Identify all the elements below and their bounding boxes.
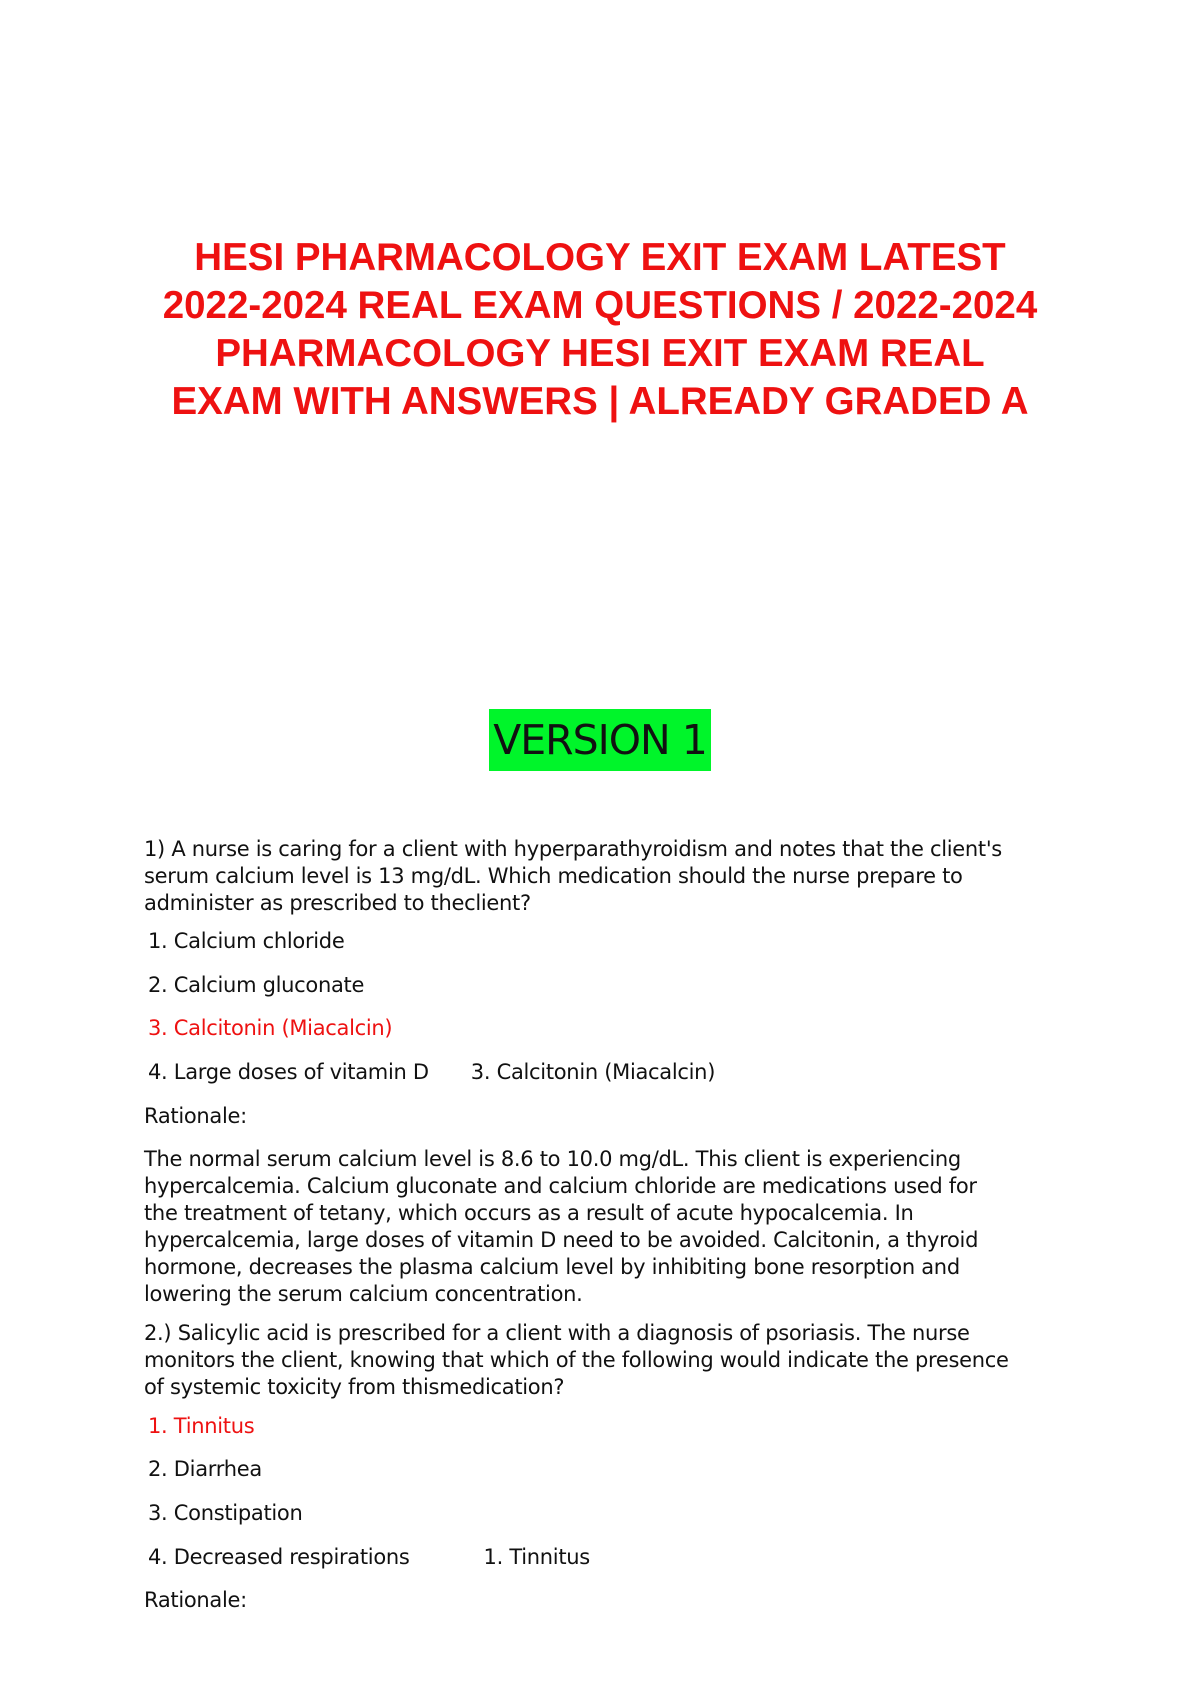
question-2-stem	[144, 1320, 1144, 1401]
rationale-line: hormone, decreases the plasma calcium level by inhibiting bone resorption and	[144, 1255, 960, 1279]
question-1-rationale	[144, 1146, 1144, 1308]
rationale-line: hypercalcemia, large doses of vitamin D need to be avoided. Calcitonin, a thyroid	[144, 1228, 979, 1252]
stem-line: 2.) Salicylic acid is prescribed for a client with a diagnosis of psoriasis. The nurse	[144, 1321, 970, 1345]
rationale-line: The normal serum calcium level is 8.6 to 10.0 mg/dL. This client is experiencing	[144, 1147, 961, 1171]
question-2-option-4: 4. Decreased respirations	[148, 1545, 410, 1569]
question-2-option-2: 2. Diarrhea	[148, 1457, 262, 1481]
title-line: EXAM WITH ANSWERS | ALREADY GRADED A	[171, 380, 1029, 423]
question-2-option-4-row	[144, 1544, 1148, 1571]
title-line: HESI PHARMACOLOGY EXIT EXAM LATEST	[194, 236, 1006, 279]
stem-line: monitors the client, knowing that which of the following would indicate the presence	[144, 1348, 1009, 1372]
question-1-option-2: 2. Calcium gluconate	[148, 973, 365, 997]
rationale-line: the treatment of tetany, which occurs as a result of acute hypocalcemia. In	[144, 1201, 914, 1225]
stem-line: serum calcium level is 13 mg/dL. Which medication should the nurse prepare to	[144, 864, 963, 888]
version-label: VERSION 1	[489, 709, 711, 771]
title-line: 2022-2024 REAL EXAM QUESTIONS / 2022-2024	[162, 284, 1038, 327]
question-1-rationale-label: Rationale:	[144, 1104, 247, 1128]
question-1-option-1: 1. Calcium chloride	[148, 929, 345, 953]
title-line: PHARMACOLOGY HESI EXIT EXAM REAL	[215, 332, 985, 375]
question-2-option-3: 3. Constipation	[148, 1501, 303, 1525]
document-title	[60, 234, 1140, 426]
stem-line: administer as prescribed to theclient?	[144, 891, 531, 915]
rationale-line: lowering the serum calcium concentration.	[144, 1282, 583, 1306]
stem-line: 1) A nurse is caring for a client with hyperparathyroidism and notes that the client's	[144, 837, 1002, 861]
question-1-option-4-row	[144, 1059, 1148, 1086]
question-1-answer: 3. Calcitonin (Miacalcin)	[470, 1060, 716, 1084]
question-2-answer: 1. Tinnitus	[483, 1545, 590, 1569]
stem-line: of systemic toxicity from thismedication?	[144, 1375, 565, 1399]
question-2-rationale-label: Rationale:	[144, 1588, 247, 1612]
question-1-stem	[144, 836, 1144, 917]
question-1-option-3-correct: 3. Calcitonin (Miacalcin)	[148, 1016, 393, 1040]
rationale-line: hypercalcemia. Calcium gluconate and calcium chloride are medications used for	[144, 1174, 977, 1198]
question-1-option-4: 4. Large doses of vitamin D	[148, 1060, 429, 1084]
question-2-option-1-correct: 1. Tinnitus	[148, 1414, 255, 1438]
